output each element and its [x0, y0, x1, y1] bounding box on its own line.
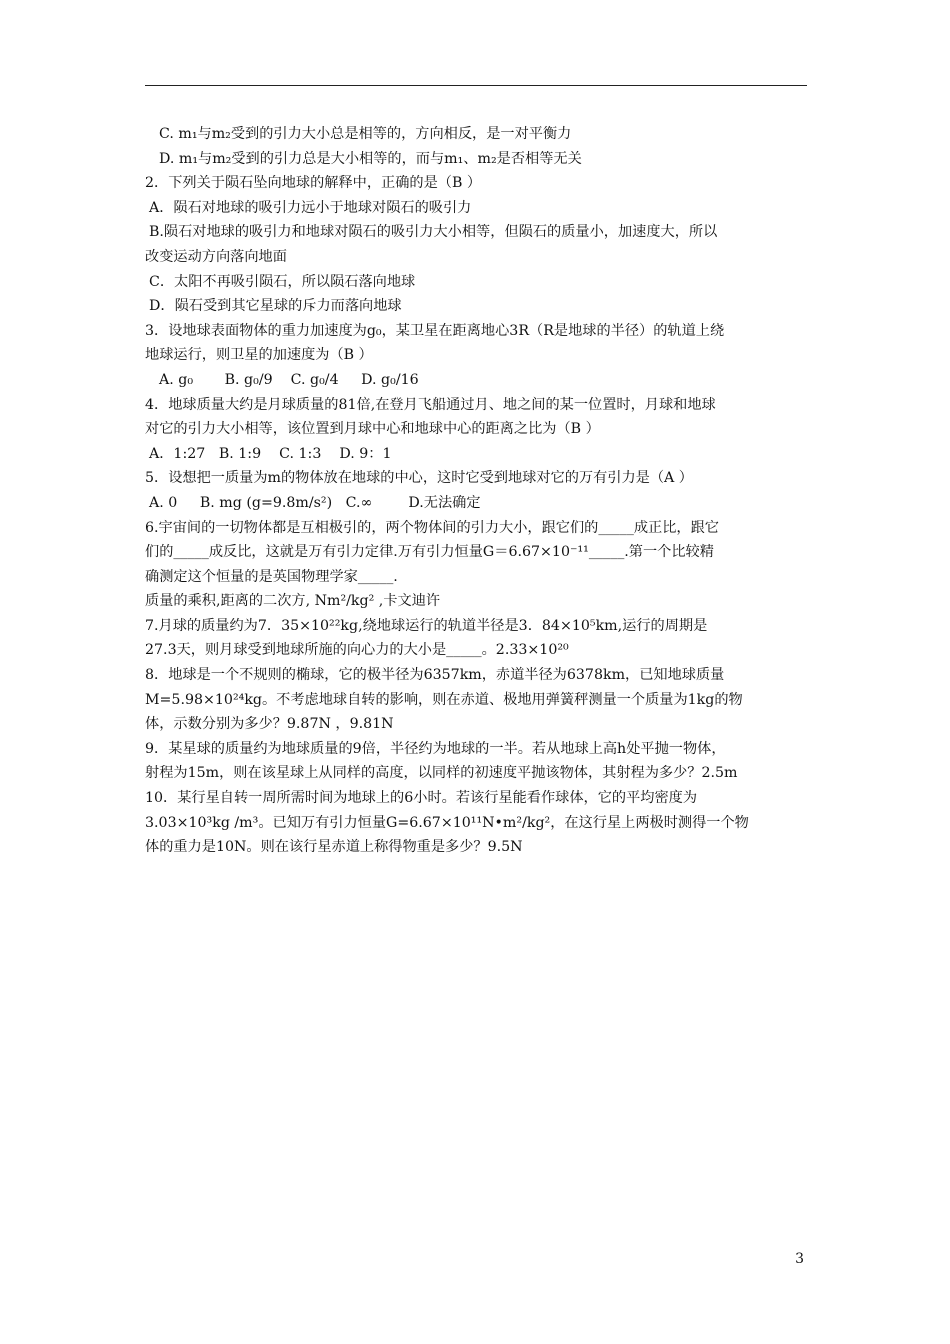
option-line: B.陨石对地球的吸引力和地球对陨石的吸引力大小相等，但陨石的质量小，加速度大，所以	[149, 224, 718, 241]
option-line: D. m₁与m₂受到的引力总是大小相等的，而与m₁、m₂是否相等无关	[159, 150, 582, 167]
question-line: 8．地球是一个不规则的椭球，它的极半径为6357km，赤道半径为6378km，已知地球质量	[145, 667, 725, 684]
text-line: 体的重力是10N。则在该行星赤道上称得物重是多少？9.5N	[145, 839, 523, 856]
text-line: 改变运动方向落向地面	[145, 248, 287, 265]
text-line: 确测定这个恒量的是英国物理学家_____.	[145, 568, 398, 585]
page-content	[145, 122, 810, 860]
question-line: 9．某星球的质量约为地球质量的9倍，半径约为地球的一半。若从地球上高h处平抛一物体，	[145, 740, 726, 757]
question-line: 2．下列关于陨石坠向地球的解释中，正确的是（B ）	[145, 175, 482, 192]
text-line: 体，示数分别为多少？9.87N ，9.81N	[145, 716, 394, 733]
question-line: 4．地球质量大约是月球质量的81倍,在登月飞船通过月、地之间的某一位置时，月球和地球	[145, 396, 716, 413]
text-line: M=5.98×10²⁴kg。不考虑地球自转的影响，则在赤道、极地用弹簧秤测量一个质量为1kg的物	[145, 691, 743, 708]
question-line: 10．某行星自转一周所需时间为地球上的6小时。若该行星能看作球体，它的平均密度为	[145, 790, 698, 807]
text-line: 们的_____成反比，这就是万有引力定律.万有引力恒量G＝6.67×10⁻¹¹_____.第一个比较精	[145, 544, 714, 561]
text-line: 地球运行，则卫星的加速度为（B ）	[145, 347, 373, 364]
question-line: 6.宇宙间的一切物体都是互相极引的，两个物体间的引力大小，跟它们的_____成正比，跟它	[145, 519, 719, 536]
option-line: A. 0 B. mg (g=9.8m/s²) C.∞ D.无法确定	[149, 494, 481, 511]
question-line: 3．设地球表面物体的重力加速度为g₀，某卫星在距离地心3R（R是地球的半径）的轨道上绕	[145, 322, 725, 339]
text-line: 射程为15m，则在该星球上从同样的高度，以同样的初速度平抛该物体，其射程为多少？2.5m	[145, 765, 738, 782]
option-line: A．陨石对地球的吸引力远小于地球对陨石的吸引力	[149, 199, 472, 216]
option-line: C．太阳不再吸引陨石，所以陨石落向地球	[149, 273, 416, 290]
text-line: 27.3天，则月球受到地球所施的向心力的大小是_____。2.33×10²⁰	[145, 642, 569, 659]
question-line: 5．设想把一质量为m的物体放在地球的中心，这时它受到地球对它的万有引力是（A ）	[145, 470, 693, 487]
header-rule	[145, 85, 807, 86]
option-line: A. g₀ B. g₀/9 C. g₀/4 D. g₀/16	[159, 371, 419, 388]
text-line: 对它的引力大小相等，该位置到月球中心和地球中心的距离之比为（B ）	[145, 421, 600, 438]
question-line: 7.月球的质量约为7．35×10²²kg,绕地球运行的轨道半径是3．84×10⁵km,运行的周期是	[145, 617, 708, 634]
option-line: D．陨石受到其它星球的斥力而落向地球	[149, 298, 402, 315]
text-line: 3.03×10³kg /m³。已知万有引力恒量G=6.67×10¹¹N•m²/kg²，在这行星上两极时测得一个物	[145, 814, 749, 831]
option-line: C. m₁与m₂受到的引力大小总是相等的，方向相反，是一对平衡力	[159, 126, 572, 142]
answer-line: 质量的乘积,距离的二次方, Nm²/kg² ,卡文迪许	[145, 593, 441, 610]
page-number: 3	[795, 1251, 804, 1267]
option-line: A．1:27 B. 1:9 C. 1:3 D. 9：1	[149, 445, 392, 462]
